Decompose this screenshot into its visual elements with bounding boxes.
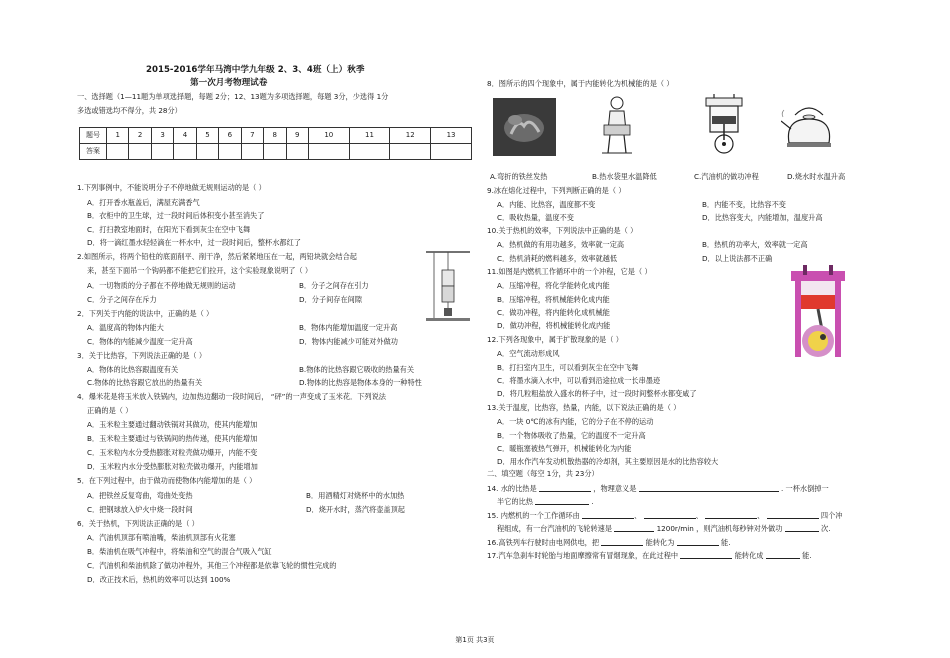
q15-blank-4[interactable] [767,511,819,519]
section1-line2: 多选或错选均不得分，共 28分） [77,106,182,115]
answer-table [79,127,472,160]
q14-blank-3[interactable] [535,497,589,505]
q2-option-b: B．分子之间存在引力 [299,281,369,290]
q6-option-c: C．把钢球放入炉火中烧一段时间 [87,505,193,514]
q10-stem: 10.关于热机的效率，下列说法中正确的是（ ） [487,226,638,235]
q15-text-e: ，则汽油机每秒钟对外做功 [696,523,783,533]
answer-cell[interactable] [196,144,218,160]
q9-option-c: C．吸收热量，温度不变 [497,213,574,222]
q14-line1 [487,484,829,492]
q17-blank-1[interactable] [680,551,732,559]
q7-stem: 6．关于热机，下列说法正确的是（ ） [77,519,199,528]
q15-sep: 、 [634,510,642,520]
q15-blank-5[interactable] [614,524,654,532]
q11-stem: 11.如图是内燃机工作循环中的一个冲程，它是（ ） [487,267,652,276]
number-cell: 13 [431,128,472,144]
q2-option-a: A．一切物质的分子都在不停地做无规则的运动 [87,281,236,290]
q14-text-d: 半它的比热 [497,496,533,506]
q1-option-a: A．打开香水瓶盖后，满屋充满香气 [87,198,200,207]
q7-option-a: A．汽油机顶部有喷油嘴，柴油机顶部有火花塞 [87,533,236,542]
q8-stem: 8．图所示的四个现象中，属于内能转化为机械能的是（ ） [487,79,674,88]
q9-stem: 9.冰在熔化过程中，下列判断正确的是（ ） [487,186,626,195]
answer-table-header-row [80,128,472,144]
q15-text-c: 程组成，有一台汽油机的飞轮转速是 [497,523,613,533]
q15-blank-3[interactable] [705,511,757,519]
q5-option-b: B．玉米粒主要通过与铁锅间的热传递，使其内能增加 [87,434,258,443]
number-cell: 6 [219,128,241,144]
answer-cell[interactable] [174,144,196,160]
q14-blank-1[interactable] [539,484,591,492]
q15-line1 [487,511,842,519]
q15-text-a: 15. 内燃机的一个工作循环由 [487,510,580,520]
q2-stem-1: 2.如图所示，将两个铅柱的底面削平、削干净，然后紧紧地压在一起，两铅块就会结合起 [77,252,357,261]
q6-option-a: A．把铁丝反复弯曲，弯曲处变热 [87,491,193,500]
number-cell: 2 [129,128,151,144]
q2-option-c: C．分子之间存在斥力 [87,295,157,304]
title-line-1: 2015-2016学年马湾中学九年级 2、3、4班（上）秋季 [146,65,365,75]
q15-text-b: 四个冲 [820,510,843,520]
answer-cell[interactable] [151,144,173,160]
q3-option-c: C．物体的内能减少温度一定升高 [87,337,193,346]
q12-option-d: D．将几粒粗盐放入盛水的杯子中，过一段时间整杯水都变咸了 [497,389,697,398]
lead-cylinders-figure [424,250,472,322]
q14-text-c: . 一杯水倒掉一 [780,483,829,493]
q14-text-a: 14. 水的比热是 [487,483,537,493]
q4-option-a: A．物体的比热容跟温度有关 [87,365,179,374]
q8-option-a: A.弯折的铁丝发热 [490,172,548,181]
q5-stem-1: 4．爆米花是将玉米放入铁锅内，边加热边翻动一段时间后， “砰”的一声变成了玉米花．下列说法 [77,392,386,401]
q5-stem-2: 正确的是（ ） [87,406,133,415]
q1-option-b: B．衣柜中的卫生球，过一段时间后体积变小甚至消失了 [87,211,265,220]
answer-table-answer-row [80,144,472,160]
q11-option-c: C．做功冲程，将内能转化成机械能 [497,308,610,317]
q1-stem: 1.下列事例中，不能说明分子不停地做无规则运动的是（ ） [77,183,266,192]
answer-label-cell: 答案 [80,144,107,160]
q11-option-b: B．压缩冲程，将机械能转化成内能 [497,295,610,304]
bent-wire-photo [493,98,556,156]
number-cell: 12 [390,128,431,144]
q9-option-b: B．内能不变，比热容不变 [702,200,786,209]
q7-option-d: D．改正技术后，热机的效率可以达到 100% [87,575,231,584]
q3-option-b: B．物体内能增加温度一定升高 [299,323,398,332]
q1-option-d: D．将一滴红墨水轻轻滴在一杯水中，过一段时间后，整杯水都红了 [87,238,301,247]
engine-cylinder-figure [787,265,849,361]
section2-heading: 二、填空题（每空 1分，共 23分） [487,469,599,478]
q15-text-f: 次. [821,523,831,533]
q16-text-b: 能转化为 [645,537,675,547]
q8-option-d: D.烧水时水温升高 [787,172,846,181]
q10-option-a: A．热机做的有用功越多，效率就一定高 [497,240,625,249]
q8-option-b: B.热水袋里水温降低 [592,172,657,181]
q2-option-d: D．分子间存在间隙 [299,295,363,304]
answer-cell[interactable] [264,144,286,160]
title-line-2: 第一次月考物理试卷 [190,78,268,88]
q14-blank-2[interactable] [639,484,779,492]
q13-stem: 13.关于温度，比热容，热量，内能，以下说法正确的是（ ） [487,403,681,412]
q15-text-d: 1200r/min [656,523,694,533]
q10-option-d: D．以上说法都不正确 [702,254,773,263]
q3-option-d: D．物体内能减少可能对外做功 [299,337,398,346]
number-cell: 4 [174,128,196,144]
q11-option-d: D．做功冲程，将机械能转化成内能 [497,321,611,330]
q15-blank-1[interactable] [582,511,634,519]
q16-text-c: 能. [721,537,731,547]
q16-text-a: 16.高铁列车行驶时由电网供电，把 [487,537,600,547]
number-cell: 8 [264,128,286,144]
q12-stem: 12.下列各现象中，属于扩散现象的是（ ） [487,335,623,344]
number-cell: 10 [308,128,349,144]
number-cell: 7 [241,128,263,144]
page-footer: 第1页 共3页 [455,636,495,644]
q14-text-b: ，物理意义是 [593,483,637,493]
answer-cell[interactable] [308,144,349,160]
q8-option-c: C.汽油机的做功冲程 [694,172,759,181]
answer-cell[interactable] [286,144,308,160]
q10-option-c: C．热机消耗的燃料越多，效率就越低 [497,254,618,263]
number-cell: 5 [196,128,218,144]
q10-option-b: B．热机的功率大，效率就一定高 [702,240,808,249]
q9-option-a: A．内能、比热容，温度都不变 [497,200,596,209]
number-cell: 11 [349,128,390,144]
q14-text-e: . [591,496,594,506]
q3-option-a: A．温度高的物体内能大 [87,323,164,332]
answer-cell[interactable] [431,144,472,160]
q12-option-b: B．打扫室内卫生，可以看到灰尘在空中飞舞 [497,363,639,372]
q1-option-c: C．打扫教室地面时，在阳光下看到灰尘在空中飞舞 [87,225,251,234]
answer-cell[interactable] [219,144,241,160]
engine-stroke-figure [700,94,748,156]
q12-option-c: C．将墨水滴入水中，可以看到沿途拉成一长串墨迹 [497,376,661,385]
q15-sep: 、 [757,510,765,520]
q15-line2 [497,524,830,532]
q11-option-a: A．压缩冲程，将化学能转化成内能 [497,281,610,290]
q13-option-b: B．一个物体吸收了热量，它的温度不一定升高 [497,431,646,440]
q17-line [487,551,812,559]
q12-option-a: A．空气流动形成风 [497,349,560,358]
q16-line [487,538,731,546]
q5-option-a: A．玉米粒主要通过翻动铁锅对其做功，使其内能增加 [87,420,258,429]
q4-option-d: D.物体的比热容是物体本身的一种特性 [299,378,422,387]
q15-blank-6[interactable] [785,524,819,532]
answer-cell[interactable] [390,144,431,160]
q17-blank-2[interactable] [766,551,800,559]
number-cell: 9 [286,128,308,144]
q7-option-b: B．柴油机在吸气冲程中，将柴油和空气的混合气吸入气缸 [87,547,272,556]
q16-blank-1[interactable] [601,538,643,546]
q7-option-c: C．汽油机和柴油机除了做功冲程外，其他三个冲程都是依靠飞轮的惯性完成的 [87,561,337,570]
q16-blank-2[interactable] [677,538,719,546]
q17-text-b: 能转化成 [734,550,764,560]
q15-sep: 、 [695,510,703,520]
number-cell: 3 [151,128,173,144]
q6-stem: 5．在下列过程中，由于做功而使物体内能增加的是（ ） [77,476,257,485]
q3-stem: 2．下列关于内能的说法中，正确的是（ ） [77,309,214,318]
number-cell: 1 [107,128,129,144]
q5-option-c: C．玉米粒内水分受热膨胀对粒壳做功爆开，内能不变 [87,448,258,457]
q4-option-c: C.物体的比热容跟它放出的热量有关 [87,378,203,387]
q17-text-a: 17.汽车急刹车时轮胎与地面摩擦常有冒烟现象，在此过程中 [487,550,679,560]
answer-cell[interactable] [349,144,390,160]
q9-option-d: D．比热容变大，内能增加，温度升高 [702,213,823,222]
q5-option-d: D．玉米粒内水分受热膨胀对粒壳做功爆开，内能增加 [87,462,258,471]
q2-stem-2: 来，甚至下面吊一个钩码都不能把它们拉开，这个实验现象说明了（ ） [87,266,313,275]
q6-option-d: D．烧开水时，蒸汽将壶盖顶起 [306,505,405,514]
section1-line1: 一、选择题（1—11题为单项选择题，每题 2分；12、13题为多项选择题，每题 3分，少选得 1分 [77,92,389,101]
q13-option-a: A．一块 0℃的冰有内能，它的分子在不停的运动 [497,417,654,426]
q6-option-b: B．用酒精灯对烧杯中的水加热 [306,491,405,500]
q14-line2 [497,497,594,505]
q17-text-c: 能. [802,550,812,560]
q15-blank-2[interactable] [644,511,696,519]
kettle-figure [781,103,837,149]
q13-option-d: D．用水作汽车发动机散热器的冷却剂，其主要原因是水的比热容较大 [497,457,719,466]
q13-option-c: C．暖瓶塞被热气弹开，机械能转化为内能 [497,444,632,453]
q4-option-b: B.物体的比热容跟它吸收的热量有关 [299,365,415,374]
hot-water-bottle-figure [598,95,636,157]
answer-cell[interactable] [241,144,263,160]
answer-cell[interactable] [129,144,151,160]
q4-stem: 3．关于比热容，下列说法正确的是（ ） [77,351,207,360]
answer-cell[interactable] [107,144,129,160]
header-label-cell: 题号 [80,128,107,144]
